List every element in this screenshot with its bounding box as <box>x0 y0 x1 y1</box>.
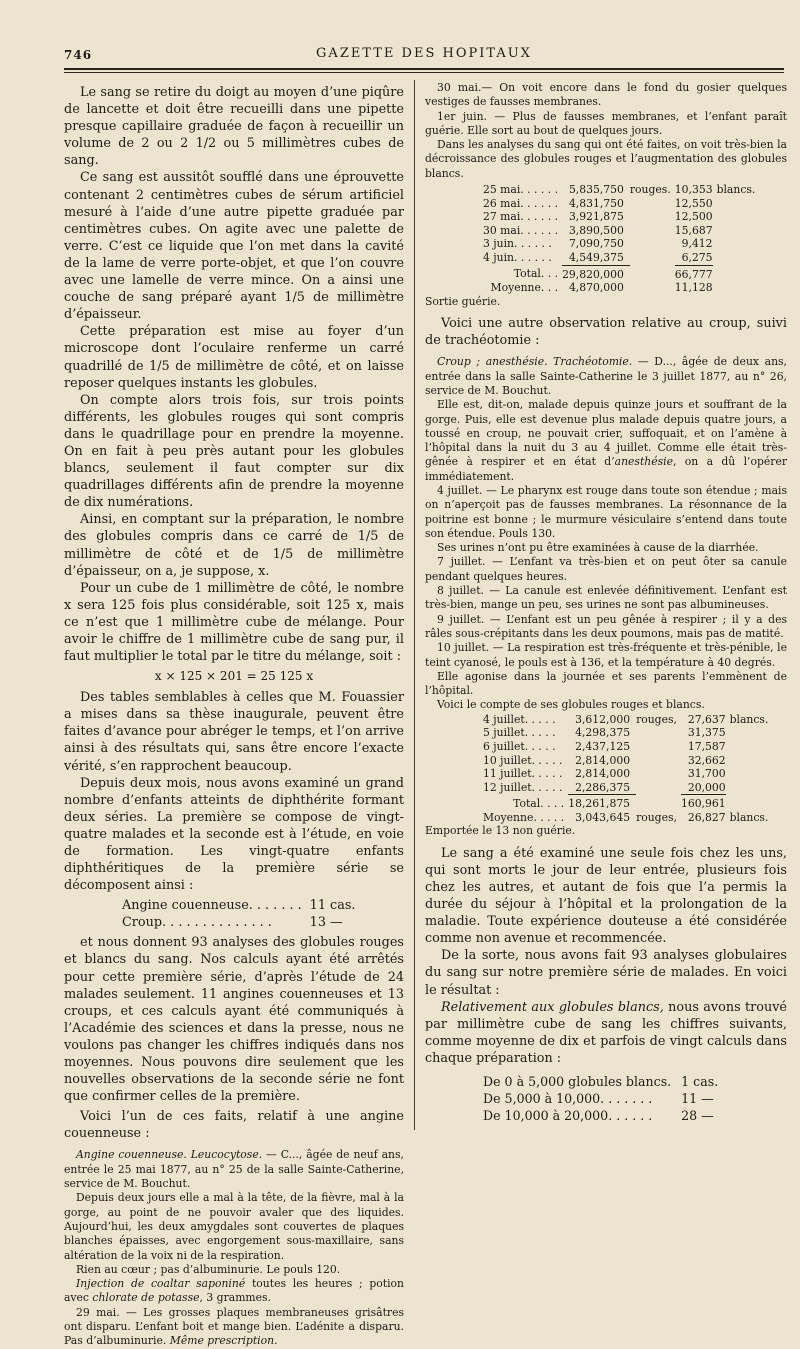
case-paragraph: Rien au cœur ; pas d’albuminurie. Le pouls 120. <box>76 1262 341 1276</box>
unit-label <box>726 781 773 795</box>
case-paragraph: 7 juillet. — L’enfant va très-bien et on peut ôter sa canule pendant quelques heures. <box>425 555 787 583</box>
case-paragraph: Dans les analyses du sang qui ont été faites, on voit très-bien la décroissance des globules rouges et l’augmentation des globules blancs. <box>425 138 787 180</box>
paragraph: De la sorte, nous avons fait 93 analyses globulaires du sang sur notre première série de malades. En voici le résultat : <box>425 948 787 998</box>
white-count-cell: 31,375 <box>687 726 726 740</box>
range-label: De 5,000 à 10,000. . . . . . . <box>483 1091 653 1106</box>
case-paragraph: 1er juin. — Plus de fausses membranes, et l’enfant paraît guérie. Elle sort au bout de quelques jours. <box>425 109 787 137</box>
table-row <box>483 1073 718 1090</box>
table-row <box>425 197 759 211</box>
case-text: , on a dû l’opérer immédiatement. <box>425 455 787 483</box>
white-count-cell: 20,000 <box>681 781 726 795</box>
unit-label: blancs. <box>729 810 769 824</box>
date-cell: 30 mai. . . . . . <box>483 223 559 237</box>
total-red: 29,820,000 <box>562 267 624 281</box>
case-heading: Angine couenneuse. Leucocytose. <box>76 1148 263 1162</box>
white-count-cell: 15,687 <box>674 223 713 237</box>
unit-label <box>713 251 760 265</box>
case-paragraph: 4 juillet. — Le pharynx est rouge dans toute son étendue ; mais on n’aperçoit pas de fausses membranes. La résonnance de la poitrine est bonne ; le murmure vésiculaire s’entend dans toute son étendue. Pouls 130. <box>425 483 787 540</box>
date-cell: 10 juillet. . . . . <box>483 753 563 767</box>
unit-label <box>636 740 681 754</box>
formula: x × 125 × 201 = 25 125 x <box>154 669 314 684</box>
date-cell: 3 juin. . . . . . <box>483 237 552 251</box>
case-paragraph: Ses urines n’ont pu être examinées à cause de la diarrhée. <box>437 541 759 555</box>
case-paragraph <box>64 1277 404 1306</box>
mean-label: Moyenne. . . <box>490 281 559 295</box>
mean-label: Moyenne. . . . . <box>483 810 565 824</box>
mean-white: 11,128 <box>674 281 713 295</box>
count-value: 13 — <box>309 915 343 931</box>
italic-text: anesthésie <box>614 455 674 469</box>
date-cell: 12 juillet. . . . . <box>483 780 563 794</box>
red-count-cell: 3,612,000 <box>575 712 631 726</box>
paragraph: Ainsi, en comptant sur la préparation, le nombre des globules compris dans ce carré de 1/5 de millimètre de côté et de 1/5 de millimètre d’épaisseur, on a, je suppose, x. <box>64 512 404 579</box>
italic-text: Relativement aux globules blancs, <box>441 999 664 1015</box>
case-paragraph: Voici le compte de ses globules rouges et blancs. <box>437 698 705 712</box>
range-value: 1 cas. <box>681 1074 719 1089</box>
paragraph <box>425 999 787 1067</box>
red-count-cell: 4,831,750 <box>568 196 624 210</box>
table-row <box>425 754 772 768</box>
case-text: Elle est, dit-on, malade depuis quinze jours et souffrant de la gorge. Puis, elle est devenue plus malade depuis quatre jours, a toussé en croup, ne pouvait crier, suffoquait, et on l’amène à l’hôpital dans la nuit du 3 au 4 juillet. Comme elle était très-gênée à respirer et en état d’ <box>425 398 787 469</box>
unit-label: blancs. <box>716 183 756 197</box>
unit-label <box>630 251 675 265</box>
date-cell: 11 juillet. . . . . <box>483 767 563 781</box>
unit-label <box>726 754 773 768</box>
red-count-cell: 2,814,000 <box>575 753 631 767</box>
paragraph: Voici l’un de ces faits, relatif à une angine couenneuse : <box>64 1109 404 1142</box>
white-count-cell: 12,500 <box>674 210 713 224</box>
journal-title: GAZETTE DES HOPITAUX <box>316 46 532 61</box>
table-row <box>122 914 355 931</box>
white-count-cell: 10,353 <box>674 183 713 197</box>
paragraph: et nous donnent 93 analyses des globules rouges et blancs du sang. Nos calculs ayant été arrêtés pour cette première série, d’après l’étude de 24 malades seulement. 11 angines couenneuses et 13 croups, et ces calculs ayant été communiqués à l’Académie des sciences et dans la presse, nous ne voulons pas changer les chiffres indiqués dans nos moyennes. Nous pouvons dire seulement que les nouvelles observations de la seconde série ne font que confirmer celles de la première. <box>64 935 404 1105</box>
table-row <box>425 740 772 754</box>
total-red: 18,261,875 <box>568 797 631 811</box>
mean-white: 26,827 <box>687 810 726 824</box>
table-row <box>483 1090 718 1107</box>
date-cell: 4 juin. . . . . . <box>483 251 552 265</box>
total-white: 160,961 <box>680 797 726 811</box>
case-text: toutes les heures ; potion avec <box>64 1277 404 1305</box>
unit-label <box>713 224 760 238</box>
paragraph: Voici une autre observation relative au croup, suivi de trachéotomie : <box>425 316 787 349</box>
unit-label <box>713 197 760 211</box>
paragraph-text: nous avons trouvé par millimètre cube de sang les chiffres suivants, comme moyenne de dix et parfois de vingt calculs dans chaque préparation : <box>425 999 787 1066</box>
unit-label <box>630 224 675 238</box>
date-cell: 5 juillet. . . . . <box>483 726 556 740</box>
total-white: 66,777 <box>674 267 713 281</box>
red-count-cell: 3,890,500 <box>568 223 624 237</box>
table-row <box>425 251 759 265</box>
mean-red: 4,870,000 <box>568 281 624 295</box>
white-count-cell: 12,550 <box>674 196 713 210</box>
unit-label <box>630 237 675 251</box>
red-count-cell: 2,814,000 <box>575 767 631 781</box>
paragraph: On compte alors trois fois, sur trois points différents, les globules rouges qui sont compris dans le quadrillage pour en prendre la moyenne. On en fait à peu près autant pour les globules blancs, seulement il faut compter sur dix quadrillages différents afin de prendre la moyenne de dix numérations. <box>64 392 404 511</box>
unit-label: rouges, <box>636 810 677 824</box>
table-row <box>425 224 759 238</box>
unit-label <box>726 767 773 781</box>
unit-label <box>630 197 675 211</box>
paragraph: Depuis deux mois, nous avons examiné un grand nombre d’enfants atteints de diphthérite formant deux séries. La première se compose de vingt-quatre malades et la seconde est à l’étude, en voie de formation. Les vingt-quatre enfants diphthéritiques de la première série se décomposent ainsi : <box>64 775 404 894</box>
unit-label: blancs. <box>729 712 769 726</box>
case-paragraph <box>64 1148 404 1191</box>
paragraph: Le sang a été examiné une seule fois chez les uns, qui sont morts le jour de leur entrée, plusieurs fois chez les autres, et autant de fois que l’a permis la durée du séjour à l’hôpital et la prolongation de la maladie. Toute expérience douteuse a été considérée comme non avenue et recommencée. <box>425 845 787 947</box>
header-rule-thin <box>64 72 784 73</box>
case-paragraph <box>425 398 787 484</box>
unit-label <box>636 781 681 795</box>
range-value: 28 — <box>681 1108 714 1123</box>
white-count-cell: 31,700 <box>687 767 726 781</box>
red-count-cell: 4,549,375 <box>562 251 630 265</box>
case-paragraph: 10 juillet. — La respiration est très-fréquente et très-pénible, le teint cyanosé, le pouls est à 136, et la température à 40 degrés. <box>425 641 787 669</box>
table-row <box>425 237 759 251</box>
header-rule-thick <box>64 68 784 70</box>
unit-label <box>636 726 681 740</box>
white-count-cell: 17,587 <box>687 739 726 753</box>
table-row <box>483 1107 718 1124</box>
unit-label <box>636 767 681 781</box>
mean-row <box>425 281 759 295</box>
date-cell: 25 mai. . . . . . <box>483 183 559 197</box>
paragraph: Ce sang est aussitôt soufflé dans une éprouvette contenant 2 centimètres cubes de sérum artificiel mesuré à l’aide d’une autre pipette graduée par centimètres cubes. On agite avec une palette de verre. C’est ce liquide que l’on met dans la cavité de la lame de verre porte-objet, et que l’on couvre avec une lamelle de verre mince. On a ainsi une couche de sang préparé ayant 1/5 de millimètre d’épaisseur. <box>64 170 404 323</box>
case-paragraph <box>425 355 787 398</box>
paragraph: Le sang se retire du doigt au moyen d’une piqûre de lancette et doit être recueilli dans une pipette presque capillaire graduée de façon à recueillir un volume de 2 ou 2 1/2 ou 5 millimètres cubes de sang. <box>64 85 404 169</box>
mean-red: 3,043,645 <box>575 810 631 824</box>
outcome-line: Emportée le 13 non guérie. <box>425 824 576 838</box>
case-text: , 3 grammes. <box>199 1291 272 1305</box>
date-cell: 26 mai. . . . . . <box>483 196 559 210</box>
count-label: Angine couenneuse. . . . . . . <box>122 898 302 914</box>
white-count-cell: 27,637 <box>687 712 726 726</box>
left-column <box>64 78 404 1349</box>
paragraph: Des tables semblables à celles que M. Fouassier a mises dans sa thèse inaugurale, peuvent être faites d’avance pour abréger le temps, et l’on arrive ainsi à des résultats qui, sans être encore l’exacte vérité, s’en rapprochent beaucoup. <box>64 690 404 774</box>
case-heading: Croup ; anesthésie. Trachéotomie. <box>437 355 633 369</box>
date-cell: 27 mai. . . . . . <box>483 210 559 224</box>
white-count-cell: 9,412 <box>681 237 713 251</box>
case-paragraph: Depuis deux jours elle a mal à la tête, de la fièvre, mal à la gorge, au point de ne pouvoir avaler que des liquides. Aujourd’hui, les deux amygdales sont couvertes de plaques blanches épaisses, avec engorgement sous-maxillaire, sans altération de la voix ni de la respiration. <box>64 1191 404 1262</box>
page-number: 746 <box>64 48 93 62</box>
unit-label <box>726 726 773 740</box>
paragraph: Pour un cube de 1 millimètre de côté, le nombre x sera 125 fois plus considérable, soit 125 x, mais ce n’est que 1 millimètre cube de mélange. Pour avoir le chiffre de 1 millimètre cube de sang pur, il faut multiplier le total par le titre du mélange, soit : <box>64 580 404 665</box>
count-value: 11 cas. <box>309 898 356 914</box>
date-cell: 6 juillet. . . . . <box>483 739 556 753</box>
case-paragraph: 30 mai.— On voit encore dans le fond du gosier quelques vestiges de fausses membranes. <box>425 81 787 109</box>
case-paragraph: 9 juillet. — L’enfant est un peu gênée à respirer ; il y a des râles sous-crépitants dans les deux poumons, mais pas de matité. <box>425 612 787 640</box>
red-count-cell: 2,286,375 <box>568 781 636 795</box>
unit-label <box>630 210 675 224</box>
table-row <box>425 767 772 781</box>
case-paragraph: 8 juillet. — La canule est enlevée définitivement. L’enfant est très-bien, mange un peu, ses urines ne sont pas albumineuses. <box>425 584 787 612</box>
page-header <box>64 44 784 66</box>
range-label: De 0 à 5,000 globules blancs. <box>483 1074 672 1089</box>
range-label: De 10,000 à 20,000. . . . . . <box>483 1108 653 1123</box>
case-text: — C..., âgée de neuf ans, entrée le 25 mai 1877, au n° 25 de la salle Sainte-Catherine, service de M. Bouchut. <box>64 1148 404 1191</box>
unit-label: rouges, <box>636 712 677 726</box>
italic-text: Injection de coaltar saponiné <box>76 1277 246 1291</box>
count-label: Croup. . . . . . . . . . . . . . <box>122 915 272 931</box>
table-row <box>425 183 759 197</box>
unit-label <box>713 237 760 251</box>
unit-label <box>713 210 760 224</box>
total-label: Total. . . . <box>513 797 565 811</box>
unit-label: rouges. <box>629 183 671 197</box>
outcome-line: Sortie guérie. <box>425 294 501 308</box>
italic-text: Même prescription. <box>169 1334 278 1348</box>
unit-label <box>636 754 681 768</box>
white-count-cell: 6,275 <box>675 251 713 265</box>
case-count-table <box>122 897 355 931</box>
red-count-cell: 7,090,750 <box>568 237 624 251</box>
red-count-cell: 3,921,875 <box>568 210 624 224</box>
date-cell: 4 juillet. . . . . <box>483 712 556 726</box>
italic-text: chlorate de potasse <box>92 1291 200 1305</box>
table-row <box>425 713 772 727</box>
total-label: Total. . . <box>513 267 559 281</box>
column-separator <box>414 80 415 1130</box>
red-count-cell: 5,835,750 <box>568 183 624 197</box>
unit-label <box>726 740 773 754</box>
total-row <box>425 265 759 281</box>
range-value: 11 — <box>681 1091 714 1106</box>
paragraph: Cette préparation est mise au foyer d’un microscope dont l’oculaire renferme un carré quadrillé de 1/5 de millimètre de côté, et on laisse reposer quelques instants les globules. <box>64 324 404 391</box>
mean-row <box>425 811 772 825</box>
case-text: 29 mai. — Les grosses plaques membraneuses grisâtres ont disparu. L’enfant boit et mange bien. L’adénite a disparu. Pas d’albuminurie. <box>64 1305 404 1348</box>
table-row <box>122 897 355 914</box>
case-text: — D..., âgée de deux ans, entrée dans la salle Sainte-Catherine le 3 juillet 1877, au n° 26, service de M. Bouchut. <box>425 355 787 397</box>
table-row <box>425 210 759 224</box>
white-count-cell: 32,662 <box>687 753 726 767</box>
right-column <box>425 78 787 1124</box>
leucocyte-range-table <box>483 1073 718 1124</box>
table-row <box>425 781 772 795</box>
red-count-cell: 4,298,375 <box>575 726 631 740</box>
case-paragraph: Elle agonise dans la journée et ses parents l’emmènent de l’hôpital. <box>425 669 787 698</box>
total-row <box>425 795 772 811</box>
blood-count-table-2 <box>425 713 772 825</box>
case-paragraph <box>64 1306 404 1349</box>
red-count-cell: 2,437,125 <box>575 739 631 753</box>
blood-count-table-1 <box>425 183 759 295</box>
table-row <box>425 726 772 740</box>
